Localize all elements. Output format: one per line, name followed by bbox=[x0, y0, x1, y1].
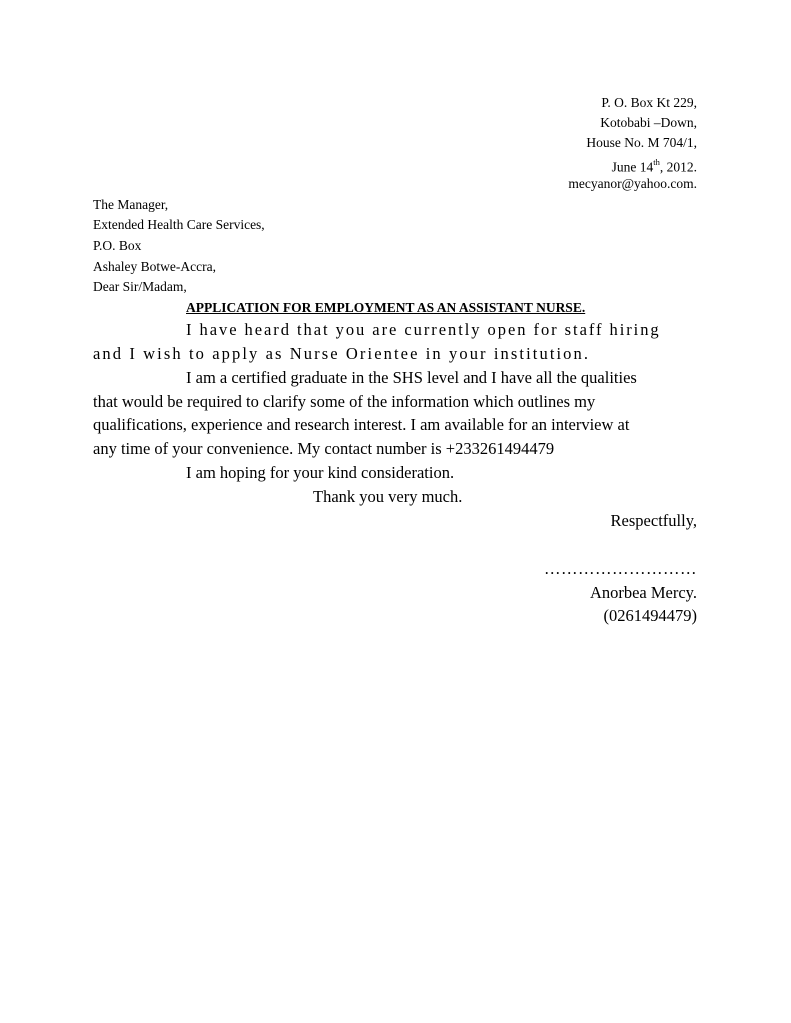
body-paragraph-2-line-3: qualifications, experience and research interest. I am available for an interview at bbox=[93, 415, 630, 434]
closing-respectfully: Respectfully, bbox=[610, 511, 697, 530]
salutation: Dear Sir/Madam, bbox=[93, 279, 187, 294]
date-superscript: th bbox=[653, 157, 660, 167]
sender-address-line-3: House No. M 704/1, bbox=[586, 135, 697, 150]
body-paragraph-2-line-4: any time of your convenience. My contact number is +233261494479 bbox=[93, 439, 555, 458]
signer-name: Anorbea Mercy. bbox=[589, 583, 697, 602]
signature-line: ……………………… bbox=[544, 559, 697, 578]
recipient-line-4: Ashaley Botwe-Accra, bbox=[93, 259, 216, 274]
letter-subject: APPLICATION FOR EMPLOYMENT AS AN ASSISTANT NURSE. bbox=[186, 300, 586, 315]
date-prefix: June 14 bbox=[611, 159, 654, 175]
sender-address-line-2: Kotobabi –Down, bbox=[600, 115, 697, 130]
recipient-line-2: Extended Health Care Services, bbox=[93, 217, 265, 232]
body-paragraph-1-line-2: and I wish to apply as Nurse Orientee in your institution. bbox=[93, 344, 591, 363]
body-paragraph-1-line-1: I have heard that you are currently open for staff hiring bbox=[186, 320, 661, 339]
recipient-line-3: P.O. Box bbox=[93, 238, 142, 253]
sender-address-line-1: P. O. Box Kt 229, bbox=[601, 95, 697, 110]
date-suffix: , 2012. bbox=[659, 159, 697, 175]
recipient-line-1: The Manager, bbox=[93, 197, 169, 212]
body-paragraph-2-line-2: that would be required to clarify some of the information which outlines my bbox=[93, 392, 596, 411]
body-paragraph-2-line-1: I am a certified graduate in the SHS level and I have all the qualities bbox=[186, 368, 637, 387]
signer-phone: (0261494479) bbox=[603, 606, 697, 625]
thank-you-line: Thank you very much. bbox=[313, 487, 463, 506]
body-paragraph-3-line-1: I am hoping for your kind consideration. bbox=[186, 463, 455, 482]
sender-email: mecyanor@yahoo.com. bbox=[568, 176, 697, 191]
